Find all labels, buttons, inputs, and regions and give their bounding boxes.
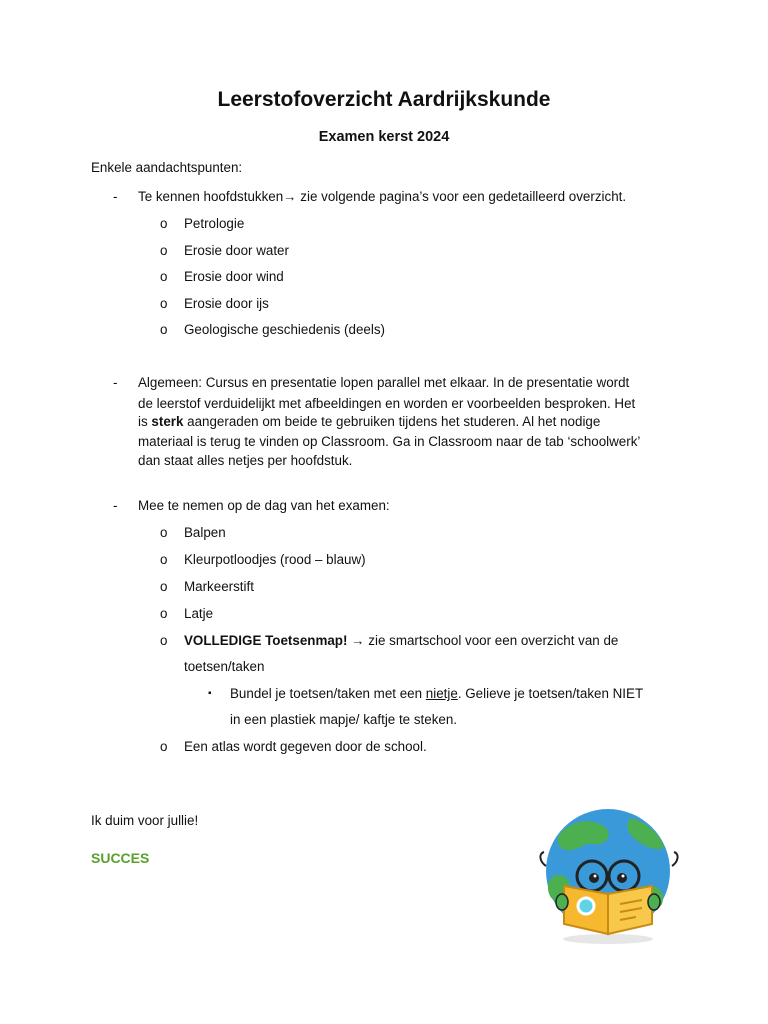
dash-bullet: - — [113, 498, 118, 513]
list-item: Erosie door ijs — [184, 296, 269, 311]
succes-text: SUCCES — [91, 850, 150, 866]
list-item-continuation: toetsen/taken — [184, 659, 265, 674]
paragraph-line: is sterk aangeraden om beide te gebruiken tijdens het studeren. Al het nodige — [138, 414, 601, 429]
circle-bullet: o — [160, 216, 168, 231]
underlined-word: nietje — [425, 686, 458, 701]
paragraph-line: Algemeen: Cursus en presentatie lopen parallel met elkaar. In de presentatie wordt — [138, 375, 630, 390]
list-item: VOLLEDIGE Toetsenmap! → zie smartschool voor een overzicht van de — [184, 633, 619, 648]
list-item: Erosie door water — [184, 243, 289, 258]
dash-bullet: - — [113, 375, 118, 390]
list-item: Kleurpotloodjes (rood – blauw) — [184, 552, 366, 567]
list-item: Een atlas wordt gegeven door de school. — [184, 739, 427, 754]
circle-bullet: o — [160, 552, 168, 567]
circle-bullet: o — [160, 525, 168, 540]
paragraph-line: dan staat alles netjes per hoofdstuk. — [138, 453, 353, 468]
list-item: Balpen — [184, 525, 226, 540]
circle-bullet: o — [160, 633, 168, 648]
circle-bullet: o — [160, 322, 168, 337]
circle-bullet: o — [160, 606, 168, 621]
arrow-icon: → — [283, 189, 297, 204]
paragraph-line: materiaal is terug te vinden op Classroom. Ga in Classroom naar de tab ‘schoolwerk’ — [138, 434, 641, 449]
circle-bullet: o — [160, 739, 168, 754]
dash-bullet: - — [113, 189, 118, 204]
document-title: Leerstofoverzicht Aardrijkskunde — [217, 88, 551, 111]
sub-list-item: Bundel je toetsen/taken met een nietje. Gelieve je toetsen/taken NIET — [230, 686, 644, 701]
section3-heading: Mee te nemen op de dag van het examen: — [138, 498, 390, 513]
circle-bullet: o — [160, 269, 168, 284]
square-bullet: ▪ — [208, 688, 212, 699]
arrow-icon: → — [351, 633, 365, 648]
sub-list-item-continuation: in een plastiek mapje/ kaftje te steken. — [230, 712, 458, 727]
circle-bullet: o — [160, 579, 168, 594]
document-subtitle: Examen kerst 2024 — [318, 129, 450, 145]
circle-bullet: o — [160, 296, 168, 311]
closing-text: Ik duim voor jullie! — [91, 813, 199, 828]
circle-bullet: o — [160, 243, 168, 258]
list-item: Latje — [184, 606, 214, 621]
reading-globe-illustration — [536, 806, 686, 946]
paragraph-line: de leerstof verduidelijkt met afbeeldingen en worden er voorbeelden besproken. Het — [138, 396, 636, 411]
list-item: Markeerstift — [184, 579, 254, 594]
section1-heading: Te kennen hoofdstukken→ zie volgende pagina’s voor een gedetailleerd overzicht. — [138, 189, 627, 204]
list-item: Petrologie — [184, 216, 245, 231]
intro-text: Enkele aandachtspunten: — [91, 160, 243, 175]
list-item: Erosie door wind — [184, 269, 284, 284]
bold-word: sterk — [151, 414, 184, 429]
list-item: Geologische geschiedenis (deels) — [184, 322, 385, 337]
